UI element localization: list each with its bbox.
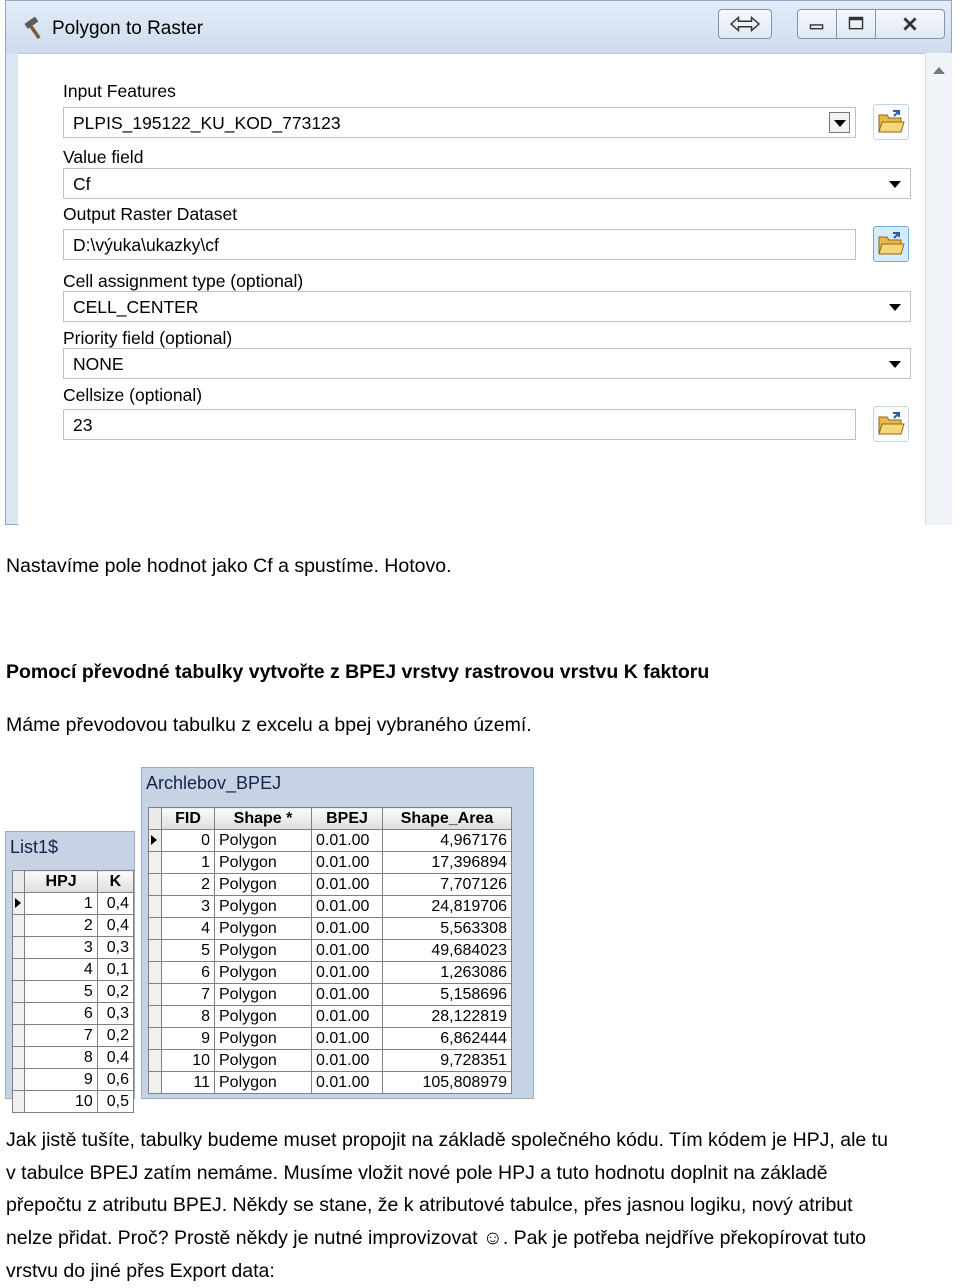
cell-assignment-value: CELL_CENTER xyxy=(73,297,199,317)
cell-shape-area[interactable]: 9,728351 xyxy=(383,1050,512,1072)
swap-arrows-button[interactable] xyxy=(718,9,772,39)
output-raster-input[interactable] xyxy=(63,229,856,260)
cell-hpj[interactable]: 4 xyxy=(25,959,97,981)
text-line: v tabulce BPEJ zatím nemáme. Musíme vložit nové pole HPJ a tuto hodnotu doplnit na základě xyxy=(6,1161,828,1184)
table-row[interactable] xyxy=(13,981,134,1003)
cell-shape-area[interactable]: 17,396894 xyxy=(383,852,512,874)
column-header-bpej[interactable]: BPEJ xyxy=(312,808,383,830)
cellsize-value: 23 xyxy=(73,415,93,435)
cell-hpj[interactable]: 1 xyxy=(25,893,97,915)
cell-shape-area[interactable]: 5,158696 xyxy=(383,984,512,1006)
row-selector[interactable] xyxy=(13,1025,25,1047)
polygon-to-raster-dialog xyxy=(5,0,952,525)
paragraph-intro: Máme převodovou tabulku z excelu a bpej vybraného území. xyxy=(6,714,532,736)
priority-field-combobox[interactable] xyxy=(63,348,911,379)
cell-bpej[interactable]: 0.01.00 xyxy=(312,1072,383,1094)
cell-bpej[interactable]: 0.01.00 xyxy=(312,830,383,852)
cell-fid[interactable]: 5 xyxy=(162,940,215,962)
cell-shape[interactable]: Polygon xyxy=(215,1028,312,1050)
list1-table-window xyxy=(5,831,135,1110)
row-selector[interactable] xyxy=(149,896,162,918)
cell-shape-area[interactable]: 24,819706 xyxy=(383,896,512,918)
table-row[interactable] xyxy=(149,874,512,896)
cell-hpj[interactable]: 9 xyxy=(25,1069,97,1091)
bpej-table xyxy=(148,807,512,1094)
priority-field-value: NONE xyxy=(73,354,124,374)
cell-hpj[interactable]: 10 xyxy=(25,1091,97,1113)
cell-bpej[interactable]: 0.01.00 xyxy=(312,962,383,984)
row-selector[interactable] xyxy=(149,1050,162,1072)
table-row[interactable] xyxy=(149,852,512,874)
cell-fid[interactable]: 7 xyxy=(162,984,215,1006)
hammer-icon xyxy=(22,15,48,41)
cell-k[interactable]: 0,3 xyxy=(97,937,133,959)
cell-shape-area[interactable]: 4,967176 xyxy=(383,830,512,852)
open-folder-icon xyxy=(877,411,905,437)
table-row[interactable] xyxy=(13,1091,134,1113)
cell-bpej[interactable]: 0.01.00 xyxy=(312,984,383,1006)
row-selector[interactable] xyxy=(13,959,25,981)
vertical-scrollbar[interactable] xyxy=(925,53,952,525)
cell-shape[interactable]: Polygon xyxy=(215,918,312,940)
cell-bpej[interactable]: 0.01.00 xyxy=(312,918,383,940)
cell-shape[interactable]: Polygon xyxy=(215,940,312,962)
cell-fid[interactable]: 4 xyxy=(162,918,215,940)
cell-fid[interactable]: 8 xyxy=(162,1006,215,1028)
cell-assignment-combobox[interactable] xyxy=(63,291,911,322)
title-bar[interactable] xyxy=(6,1,951,53)
cell-shape[interactable]: Polygon xyxy=(215,830,312,852)
cell-shape-area[interactable]: 6,862444 xyxy=(383,1028,512,1050)
section-heading: Pomocí převodné tabulky vytvořte z BPEJ vrstvy rastrovou vrstvu K faktoru xyxy=(6,661,710,683)
table-row[interactable] xyxy=(13,915,134,937)
table-row[interactable] xyxy=(13,1047,134,1069)
paragraph-result: Nastavíme pole hodnot jako Cf a spustíme. Hotovo. xyxy=(6,555,452,577)
row-selector[interactable] xyxy=(149,940,162,962)
row-selector[interactable] xyxy=(149,874,162,896)
value-field-value: Cf xyxy=(73,174,91,194)
cell-hpj[interactable]: 3 xyxy=(25,937,97,959)
cell-shape[interactable]: Polygon xyxy=(215,1050,312,1072)
value-field-label: Value field xyxy=(63,147,144,167)
cell-k[interactable]: 0,4 xyxy=(97,915,133,937)
value-field-combobox[interactable] xyxy=(63,168,911,199)
cell-k[interactable]: 0,2 xyxy=(97,981,133,1003)
cell-bpej[interactable]: 0.01.00 xyxy=(312,940,383,962)
archlebov-bpej-table-window xyxy=(141,767,534,1099)
table-row[interactable] xyxy=(149,962,512,984)
cell-shape-area[interactable]: 5,563308 xyxy=(383,918,512,940)
cell-shape-area[interactable]: 105,808979 xyxy=(383,1072,512,1094)
cell-k[interactable]: 0,1 xyxy=(97,959,133,981)
close-button[interactable] xyxy=(875,9,945,39)
table-row[interactable] xyxy=(149,940,512,962)
row-selector[interactable] xyxy=(149,1006,162,1028)
row-selector[interactable] xyxy=(149,1072,162,1094)
cellsize-browse-button[interactable] xyxy=(873,406,909,442)
text-line: nelze přidat. Proč? Prostě někdy je nutné improvizovat ☺. Pak je potřeba nejdříve překopírovat tuto xyxy=(6,1227,866,1250)
cell-shape[interactable]: Polygon xyxy=(215,852,312,874)
table-row[interactable] xyxy=(149,830,512,852)
cell-shape[interactable]: Polygon xyxy=(215,896,312,918)
row-selector-header xyxy=(13,871,25,893)
cell-bpej[interactable]: 0.01.00 xyxy=(312,1050,383,1072)
double-arrow-icon xyxy=(719,10,771,38)
dialog-title: Polygon to Raster xyxy=(52,18,204,39)
cell-k[interactable]: 0,4 xyxy=(97,1047,133,1069)
table-row[interactable] xyxy=(13,1069,134,1091)
cellsize-input[interactable] xyxy=(63,409,856,440)
cell-shape[interactable]: Polygon xyxy=(215,984,312,1006)
cell-shape-area[interactable]: 49,684023 xyxy=(383,940,512,962)
cell-k[interactable]: 0,6 xyxy=(97,1069,133,1091)
dialog-content xyxy=(18,53,925,526)
cell-shape[interactable]: Polygon xyxy=(215,874,312,896)
cell-fid[interactable]: 3 xyxy=(162,896,215,918)
open-folder-icon xyxy=(877,109,905,135)
minimize-button[interactable] xyxy=(797,9,837,39)
row-selector[interactable] xyxy=(13,893,25,915)
column-header-k[interactable]: K xyxy=(97,871,133,893)
priority-field-label: Priority field (optional) xyxy=(63,328,233,348)
table-row[interactable] xyxy=(13,959,134,981)
input-features-label: Input Features xyxy=(63,81,176,101)
input-features-value: PLPIS_195122_KU_KOD_773123 xyxy=(73,113,341,133)
cell-fid[interactable]: 11 xyxy=(162,1072,215,1094)
open-folder-icon xyxy=(877,231,905,257)
cell-fid[interactable]: 9 xyxy=(162,1028,215,1050)
cell-k[interactable]: 0,3 xyxy=(97,1003,133,1025)
cell-hpj[interactable]: 5 xyxy=(25,981,97,1003)
row-selector[interactable] xyxy=(149,1028,162,1050)
cell-k[interactable]: 0,5 xyxy=(97,1091,133,1113)
scroll-up-icon[interactable] xyxy=(933,67,945,74)
row-selector[interactable] xyxy=(13,1047,25,1069)
cell-bpej[interactable]: 0.01.00 xyxy=(312,1028,383,1050)
cell-bpej[interactable]: 0.01.00 xyxy=(312,852,383,874)
input-features-combobox[interactable] xyxy=(63,107,856,138)
row-selector[interactable] xyxy=(13,1003,25,1025)
column-header-shape-area[interactable]: Shape_Area xyxy=(383,808,512,830)
cell-bpej[interactable]: 0.01.00 xyxy=(312,874,383,896)
row-selector[interactable] xyxy=(13,1069,25,1091)
row-selector[interactable] xyxy=(13,937,25,959)
table-row[interactable] xyxy=(149,1072,512,1094)
cell-shape[interactable]: Polygon xyxy=(215,962,312,984)
row-selector[interactable] xyxy=(149,962,162,984)
cell-fid[interactable]: 2 xyxy=(162,874,215,896)
table-row[interactable] xyxy=(149,918,512,940)
cell-hpj[interactable]: 8 xyxy=(25,1047,97,1069)
table-row[interactable] xyxy=(149,1050,512,1072)
column-header-hpj[interactable]: HPJ xyxy=(25,871,97,893)
row-selector[interactable] xyxy=(13,981,25,1003)
column-header-shape[interactable]: Shape * xyxy=(215,808,312,830)
cell-shape[interactable]: Polygon xyxy=(215,1006,312,1028)
close-icon xyxy=(876,10,944,38)
cell-hpj[interactable]: 2 xyxy=(25,915,97,937)
text-line: přepočtu z atributu BPEJ. Někdy se stane, že k atributové tabulce, přes jasnou logiku, nový atribut xyxy=(6,1194,853,1217)
maximize-icon xyxy=(837,10,875,38)
cell-shape-area[interactable]: 7,707126 xyxy=(383,874,512,896)
cell-k[interactable]: 0,2 xyxy=(97,1025,133,1047)
row-selector[interactable] xyxy=(13,1091,25,1113)
text-line: vrstvu do jiné přes Export data: xyxy=(6,1259,275,1282)
table-row[interactable] xyxy=(13,1025,134,1047)
row-selector[interactable] xyxy=(149,830,162,852)
cell-bpej[interactable]: 0.01.00 xyxy=(312,896,383,918)
chevron-down-icon[interactable] xyxy=(884,353,905,374)
cell-fid[interactable]: 1 xyxy=(162,852,215,874)
row-selector[interactable] xyxy=(149,918,162,940)
cell-shape-area[interactable]: 28,122819 xyxy=(383,1006,512,1028)
cell-shape-area[interactable]: 1,263086 xyxy=(383,962,512,984)
table-row[interactable] xyxy=(13,1003,134,1025)
cell-k[interactable]: 0,4 xyxy=(97,893,133,915)
chevron-down-icon[interactable] xyxy=(829,112,850,133)
cell-fid[interactable]: 0 xyxy=(162,830,215,852)
row-selector[interactable] xyxy=(13,915,25,937)
row-selector[interactable] xyxy=(149,852,162,874)
cell-bpej[interactable]: 0.01.00 xyxy=(312,1006,383,1028)
table-row[interactable] xyxy=(149,896,512,918)
cell-hpj[interactable]: 7 xyxy=(25,1025,97,1047)
table-row[interactable] xyxy=(13,937,134,959)
cell-shape[interactable]: Polygon xyxy=(215,1072,312,1094)
cell-assignment-label: Cell assignment type (optional) xyxy=(63,271,304,291)
cell-fid[interactable]: 10 xyxy=(162,1050,215,1072)
cell-hpj[interactable]: 6 xyxy=(25,1003,97,1025)
chevron-down-icon[interactable] xyxy=(884,296,905,317)
table-row[interactable] xyxy=(13,893,134,915)
bpej-table-title: Archlebov_BPEJ xyxy=(146,773,282,793)
row-selector[interactable] xyxy=(149,984,162,1006)
list1-table-title: List1$ xyxy=(10,837,59,857)
text-line: Jak jistě tušíte, tabulky budeme muset propojit na základě společného kódu. Tím kódem je HPJ, ale tu xyxy=(6,1129,888,1151)
chevron-down-icon[interactable] xyxy=(884,173,905,194)
output-raster-value: D:\výuka\ukazky\cf xyxy=(73,235,219,255)
cellsize-label: Cellsize (optional) xyxy=(63,385,203,405)
table-row[interactable] xyxy=(149,984,512,1006)
cell-fid[interactable]: 6 xyxy=(162,962,215,984)
row-selector-header xyxy=(149,808,162,830)
column-header-fid[interactable]: FID xyxy=(162,808,215,830)
maximize-button[interactable] xyxy=(836,9,876,39)
output-raster-browse-button[interactable] xyxy=(873,226,909,262)
input-features-browse-button[interactable] xyxy=(873,104,909,140)
body-paragraph xyxy=(6,1124,960,1288)
list1-table xyxy=(12,870,134,1113)
minimize-icon xyxy=(798,10,836,38)
table-row[interactable] xyxy=(149,1028,512,1050)
output-raster-label: Output Raster Dataset xyxy=(63,204,238,224)
table-row[interactable] xyxy=(149,1006,512,1028)
